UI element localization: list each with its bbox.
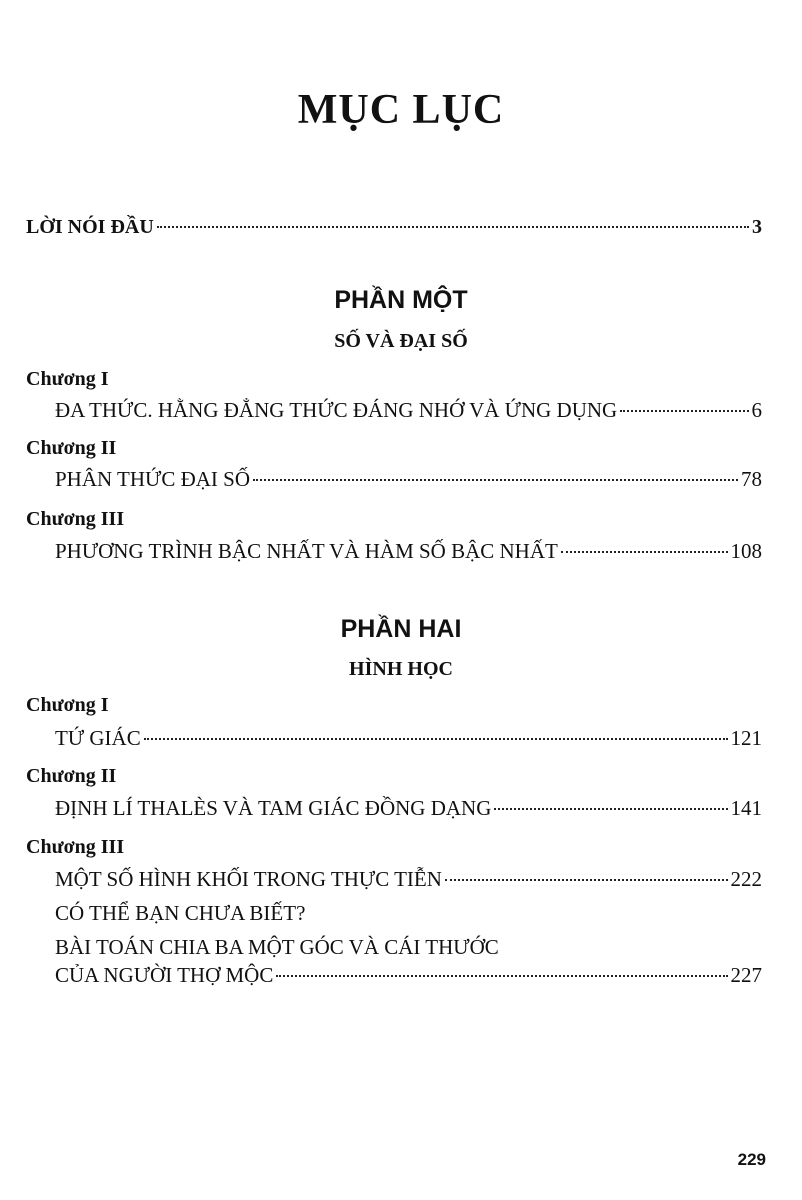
part-one-title: PHẦN MỘT <box>334 286 468 314</box>
part-two-title: PHẦN HAI <box>340 615 462 643</box>
page-number: 229 <box>737 1150 766 1169</box>
toc-entry-page: 121 <box>730 726 762 750</box>
part-one-chapter-2-label: Chương II <box>26 437 117 459</box>
toc-entry[interactable] <box>55 398 762 423</box>
part-one-chapter-1-label: Chương I <box>26 368 109 390</box>
dot-leader <box>157 226 749 228</box>
toc-entry[interactable] <box>55 539 762 564</box>
dot-leader <box>144 738 728 740</box>
dot-leader <box>561 551 728 553</box>
part-two-chapter-2-label: Chương II <box>26 765 117 787</box>
part-two-chapter-1-label: Chương I <box>26 694 109 716</box>
toc-entry[interactable] <box>55 963 762 988</box>
page-title: MỤC LỤC <box>297 87 505 133</box>
toc-entry-page: 141 <box>730 796 762 820</box>
toc-entry-preface[interactable] <box>26 216 762 239</box>
toc-entry[interactable] <box>55 867 762 892</box>
toc-entry-page: 222 <box>730 867 762 891</box>
dot-leader <box>620 410 748 412</box>
toc-entry-title: LỜI NÓI ĐẦU <box>26 216 154 238</box>
toc-entry-title-line-2: CỦA NGƯỜI THỢ MỘC <box>55 963 274 987</box>
toc-entry-title: ĐA THỨC. HẰNG ĐẲNG THỨC ĐÁNG NHỚ VÀ ỨNG DỤNG <box>55 398 618 422</box>
toc-entry-page: 227 <box>730 963 762 987</box>
dot-leader <box>276 975 727 977</box>
toc-entry-page: 78 <box>741 467 762 491</box>
part-one-subtitle: SỐ VÀ ĐẠI SỐ <box>334 330 468 352</box>
toc-entry-title: PHÂN THỨC ĐẠI SỐ <box>55 467 251 491</box>
toc-entry-title-line-1[interactable]: BÀI TOÁN CHIA BA MỘT GÓC VÀ CÁI THƯỚC <box>55 935 499 959</box>
toc-entry-no-page[interactable]: CÓ THỂ BẠN CHƯA BIẾT? <box>55 901 306 925</box>
toc-entry[interactable] <box>55 467 762 492</box>
dot-leader <box>253 479 738 481</box>
toc-entry-title: TỨ GIÁC <box>55 726 141 750</box>
part-two-chapter-3-label: Chương III <box>26 836 125 858</box>
part-two-subtitle: HÌNH HỌC <box>349 658 453 680</box>
toc-entry-title: ĐỊNH LÍ THALÈS VÀ TAM GIÁC ĐỒNG DẠNG <box>55 796 492 820</box>
dot-leader <box>494 808 727 810</box>
toc-entry-title: MỘT SỐ HÌNH KHỐI TRONG THỰC TIỄN <box>55 867 442 891</box>
toc-entry-page: 108 <box>730 539 762 563</box>
toc-entry-page: 6 <box>751 398 762 422</box>
toc-entry-page: 3 <box>752 216 762 238</box>
toc-entry[interactable] <box>55 796 762 821</box>
dot-leader <box>445 879 728 881</box>
toc-entry[interactable] <box>55 726 762 751</box>
part-one-chapter-3-label: Chương III <box>26 508 125 530</box>
toc-entry-title: PHƯƠNG TRÌNH BẬC NHẤT VÀ HÀM SỐ BẬC NHẤT <box>55 539 558 563</box>
